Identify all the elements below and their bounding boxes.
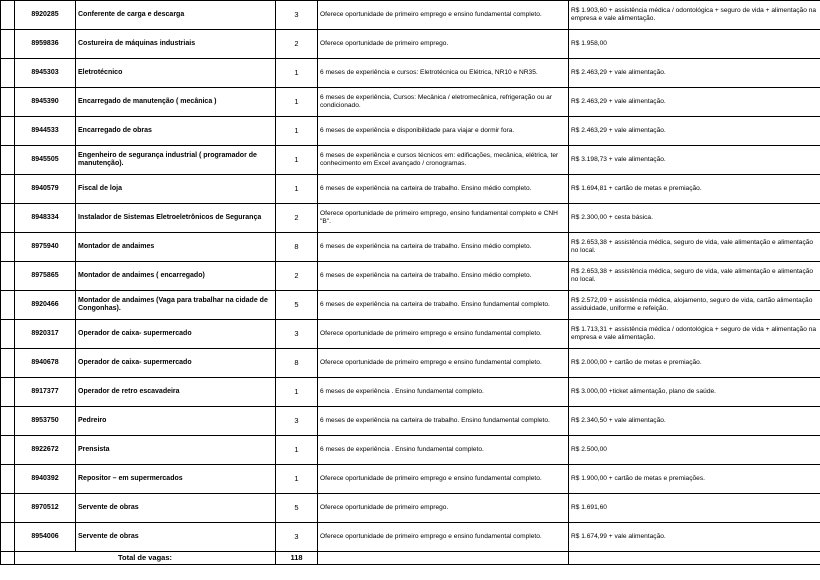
blank-cell — [1, 552, 15, 565]
empty-cell — [569, 552, 820, 565]
total-row — [1, 552, 820, 565]
vacancy-salary: R$ 2.340,50 + vale alimentação. — [569, 407, 820, 436]
vacancy-requirements: 6 meses de experiência na carteira de trabalho. Ensino médio completo. — [318, 262, 569, 291]
vacancy-salary: R$ 2.463,29 + vale alimentação. — [569, 117, 820, 146]
vacancy-role: Pedreiro — [76, 407, 276, 436]
vacancy-code: 8940579 — [15, 175, 76, 204]
vacancy-quantity: 2 — [276, 30, 318, 59]
table-row — [1, 407, 820, 436]
vacancy-salary: R$ 1.713,31 + assistência médica / odontológica + seguro de vida + alimentação na empresa e vale alimentação. — [569, 320, 820, 349]
vacancy-code: 8920317 — [15, 320, 76, 349]
vacancy-salary: R$ 3.000,00 +ticket alimentação, plano de saúde. — [569, 378, 820, 407]
vacancy-requirements: 6 meses de experiência e disponibilidade para viajar e dormir fora. — [318, 117, 569, 146]
empty-cell — [318, 552, 569, 565]
vacancy-salary: R$ 1.674,99 + vale alimentação. — [569, 523, 820, 552]
blank-cell — [1, 146, 15, 175]
table-row — [1, 88, 820, 117]
vacancy-code: 8959836 — [15, 30, 76, 59]
vacancy-code: 8922672 — [15, 436, 76, 465]
vacancy-salary: R$ 1.903,60 + assistência médica / odontológica + seguro de vida + alimentação na empresa e vale alimentação. — [569, 1, 820, 30]
vacancy-quantity: 8 — [276, 233, 318, 262]
blank-cell — [1, 320, 15, 349]
vacancy-code: 8920466 — [15, 291, 76, 320]
table-row — [1, 523, 820, 552]
vacancy-code: 8948334 — [15, 204, 76, 233]
table-row — [1, 117, 820, 146]
vacancy-code: 8940392 — [15, 465, 76, 494]
blank-cell — [1, 233, 15, 262]
vacancy-requirements: 6 meses de experiência na carteira de trabalho. Ensino médio completo. — [318, 175, 569, 204]
vacancy-quantity: 3 — [276, 523, 318, 552]
table-row — [1, 204, 820, 233]
vacancy-role: Montador de andaimes — [76, 233, 276, 262]
blank-cell — [1, 204, 15, 233]
vacancy-requirements: Oferece oportunidade de primeiro emprego e ensino fundamental completo. — [318, 523, 569, 552]
vacancy-quantity: 3 — [276, 1, 318, 30]
vacancy-role: Encarregado de manutenção ( mecânica ) — [76, 88, 276, 117]
vacancy-requirements: 6 meses de experiência na carteira de trabalho. Ensino fundamental completo. — [318, 407, 569, 436]
table-row — [1, 233, 820, 262]
vacancy-salary: R$ 2.463,29 + vale alimentação. — [569, 59, 820, 88]
vacancy-salary: R$ 2.653,38 + assistência médica, seguro de vida, vale alimentação e alimentação no local. — [569, 262, 820, 291]
vacancy-requirements: 6 meses de experiência e cursos técnicos em: edificações, mecânica, elétrica, ter conhecimento em Excel avançado / cronogramas. — [318, 146, 569, 175]
vacancy-role: Repositor – em supermercados — [76, 465, 276, 494]
vacancy-salary: R$ 2.572,09 + assistência médica, alojamento, seguro de vida, cartão alimentação assiduidade, uniforme e refeição. — [569, 291, 820, 320]
table-row — [1, 465, 820, 494]
vacancy-role: Fiscal de loja — [76, 175, 276, 204]
vacancy-role: Encarregado de obras — [76, 117, 276, 146]
vacancy-salary: R$ 1.900,00 + cartão de metas e premiações. — [569, 465, 820, 494]
table-row — [1, 436, 820, 465]
vacancy-requirements: Oferece oportunidade de primeiro emprego, ensino fundamental completo e CNH "B". — [318, 204, 569, 233]
table-row — [1, 146, 820, 175]
vacancy-quantity: 3 — [276, 320, 318, 349]
vacancy-salary: R$ 1.958,00 — [569, 30, 820, 59]
vacancy-salary: R$ 2.653,38 + assistência médica, seguro de vida, vale alimentação e alimentação no local. — [569, 233, 820, 262]
vacancy-quantity: 1 — [276, 378, 318, 407]
vacancy-quantity: 2 — [276, 204, 318, 233]
vacancy-requirements: Oferece oportunidade de primeiro emprego e ensino fundamental completo. — [318, 1, 569, 30]
vacancy-role: Operador de caixa- supermercado — [76, 349, 276, 378]
vacancies-body — [1, 1, 820, 552]
vacancy-quantity: 5 — [276, 494, 318, 523]
vacancy-salary: R$ 2.463,29 + vale alimentação. — [569, 88, 820, 117]
blank-cell — [1, 59, 15, 88]
vacancy-requirements: Oferece oportunidade de primeiro emprego e ensino fundamental completo. — [318, 465, 569, 494]
blank-cell — [1, 349, 15, 378]
vacancy-salary: R$ 1.691,60 — [569, 494, 820, 523]
vacancy-quantity: 5 — [276, 291, 318, 320]
vacancy-salary: R$ 3.198,73 + vale alimentação. — [569, 146, 820, 175]
blank-cell — [1, 494, 15, 523]
vacancy-role: Engenheiro de segurança industrial ( programador de manutenção). — [76, 146, 276, 175]
vacancy-salary: R$ 2.000,00 + cartão de metas e premiação. — [569, 349, 820, 378]
vacancy-code: 8945505 — [15, 146, 76, 175]
vacancy-role: Eletrotécnico — [76, 59, 276, 88]
vacancy-code: 8917377 — [15, 378, 76, 407]
table-row — [1, 175, 820, 204]
table-row — [1, 494, 820, 523]
vacancy-requirements: 6 meses de experiência na carteira de trabalho. Ensino médio completo. — [318, 233, 569, 262]
blank-cell — [1, 30, 15, 59]
total-value: 118 — [276, 552, 318, 565]
vacancy-code: 8975940 — [15, 233, 76, 262]
vacancy-requirements: 6 meses de experiência . Ensino fundamental completo. — [318, 378, 569, 407]
vacancy-role: Operador de caixa- supermercado — [76, 320, 276, 349]
table-row — [1, 378, 820, 407]
vacancy-requirements: 6 meses de experiência e cursos: Eletrotécnica ou Elétrica, NR10 e NR35. — [318, 59, 569, 88]
vacancy-code: 8940678 — [15, 349, 76, 378]
vacancy-quantity: 1 — [276, 59, 318, 88]
vacancy-code: 8954006 — [15, 523, 76, 552]
vacancy-quantity: 1 — [276, 465, 318, 494]
vacancy-code: 8920285 — [15, 1, 76, 30]
blank-cell — [1, 407, 15, 436]
vacancy-role: Conferente de carga e descarga — [76, 1, 276, 30]
blank-cell — [1, 378, 15, 407]
blank-cell — [1, 1, 15, 30]
vacancy-requirements: Oferece oportunidade de primeiro emprego. — [318, 30, 569, 59]
blank-cell — [1, 262, 15, 291]
vacancy-requirements: Oferece oportunidade de primeiro emprego e ensino fundamental completo. — [318, 349, 569, 378]
vacancy-code: 8970512 — [15, 494, 76, 523]
blank-cell — [1, 523, 15, 552]
blank-cell — [1, 175, 15, 204]
vacancy-quantity: 1 — [276, 146, 318, 175]
total-label: Total de vagas: — [15, 552, 276, 565]
table-row — [1, 59, 820, 88]
vacancy-quantity: 1 — [276, 175, 318, 204]
vacancy-role: Servente de obras — [76, 523, 276, 552]
table-row — [1, 291, 820, 320]
vacancy-salary: R$ 2.300,00 + cesta básica. — [569, 204, 820, 233]
blank-cell — [1, 436, 15, 465]
table-row — [1, 262, 820, 291]
vacancy-quantity: 3 — [276, 407, 318, 436]
vacancy-role: Servente de obras — [76, 494, 276, 523]
vacancy-code: 8975865 — [15, 262, 76, 291]
vacancy-requirements: Oferece oportunidade de primeiro emprego e ensino fundamental completo. — [318, 320, 569, 349]
vacancy-code: 8945390 — [15, 88, 76, 117]
vacancy-role: Operador de retro escavadeira — [76, 378, 276, 407]
vacancy-role: Prensista — [76, 436, 276, 465]
vacancy-requirements: 6 meses de experiência na carteira de trabalho. Ensino fundamental completo. — [318, 291, 569, 320]
vacancy-code: 8945303 — [15, 59, 76, 88]
vacancy-salary: R$ 1.694,81 + cartão de metas e premiação. — [569, 175, 820, 204]
table-row — [1, 320, 820, 349]
blank-cell — [1, 291, 15, 320]
vacancy-quantity: 1 — [276, 436, 318, 465]
vacancy-requirements: Oferece oportunidade de primeiro emprego. — [318, 494, 569, 523]
vacancy-code: 8953750 — [15, 407, 76, 436]
vacancy-salary: R$ 2.500,00 — [569, 436, 820, 465]
blank-cell — [1, 88, 15, 117]
vacancy-quantity: 1 — [276, 117, 318, 146]
blank-cell — [1, 465, 15, 494]
blank-cell — [1, 117, 15, 146]
vacancy-code: 8944533 — [15, 117, 76, 146]
vacancy-role: Costureira de máquinas industriais — [76, 30, 276, 59]
vacancy-quantity: 1 — [276, 88, 318, 117]
vacancy-quantity: 8 — [276, 349, 318, 378]
table-row — [1, 349, 820, 378]
vacancy-role: Instalador de Sistemas Eletroeletrônicos de Segurança — [76, 204, 276, 233]
table-row — [1, 30, 820, 59]
vacancy-requirements: 6 meses de experiência, Cursos: Mecânica / eletromecânica, refrigeração ou ar condicionado. — [318, 88, 569, 117]
table-row — [1, 1, 820, 30]
vacancy-requirements: 6 meses de experiência . Ensino fundamental completo. — [318, 436, 569, 465]
vacancy-role: Montador de andaimes ( encarregado) — [76, 262, 276, 291]
vacancy-quantity: 2 — [276, 262, 318, 291]
vacancy-role: Montador de andaimes (Vaga para trabalhar na cidade de Congonhas). — [76, 291, 276, 320]
